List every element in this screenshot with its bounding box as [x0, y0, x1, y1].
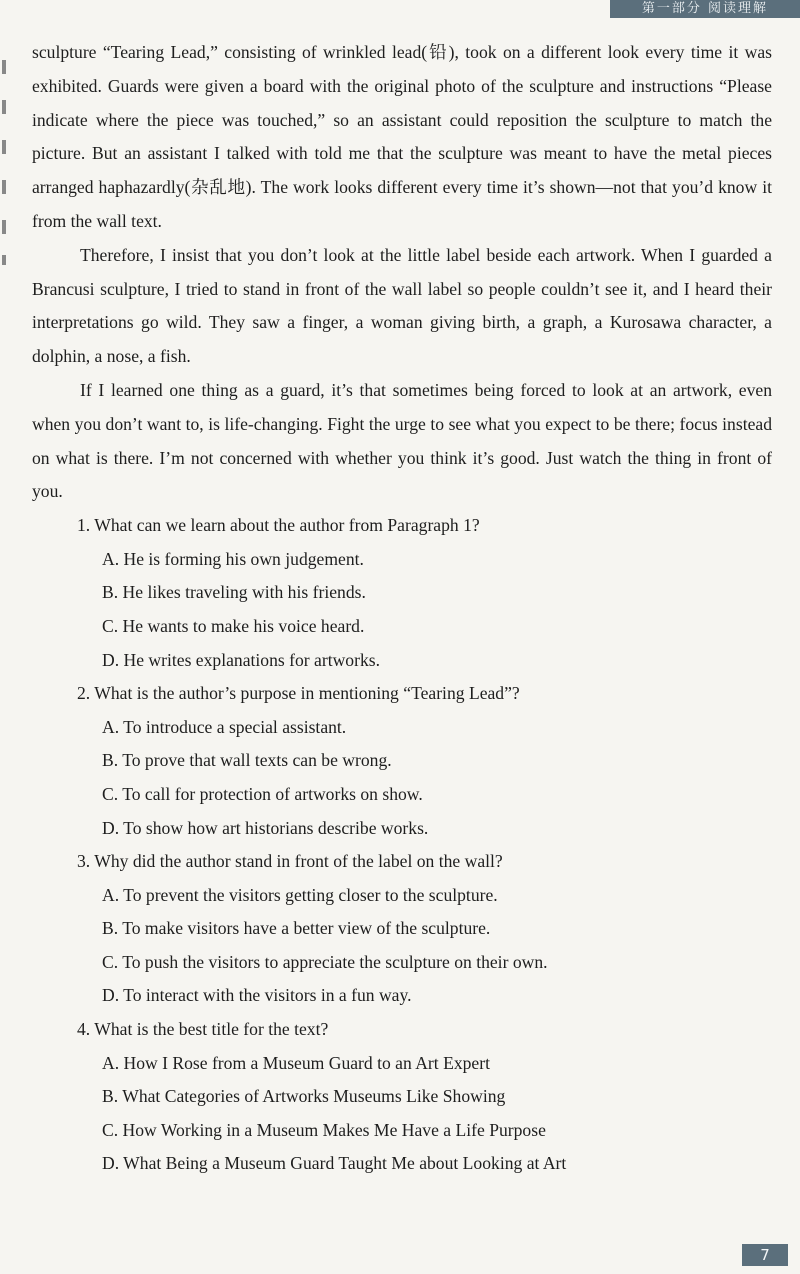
option-d: D. What Being a Museum Guard Taught Me about Looking at Art	[102, 1153, 567, 1174]
option-c: C. To push the visitors to appreciate the sculpture on their own.	[102, 951, 548, 972]
option-c: C. To call for protection of artworks on show.	[102, 783, 423, 804]
passage-paragraph-2: Therefore, I insist that you don’t look at the little label beside each artwork. When I guarded a Brancusi sculpture, I tried to stand in front of the wall label so people couldn’t see it, and I heard their interpretations go wild. They saw a finger, a woman giving birth, a graph, a Kurosawa character, a dolphin, a nose, a fish.	[32, 244, 772, 367]
option-b: B. To make visitors have a better view of the sculpture.	[102, 918, 491, 939]
option-b: B. To prove that wall texts can be wrong.	[102, 750, 392, 771]
question-3	[32, 845, 772, 1013]
option-b: B. What Categories of Artworks Museums Like Showing	[102, 1086, 506, 1107]
question-2	[32, 677, 772, 845]
question-stem: 2. What is the author’s purpose in mentioning “Tearing Lead”?	[77, 683, 520, 704]
page-number-badge	[742, 1244, 788, 1266]
question-1	[32, 509, 772, 677]
option-b: B. He likes traveling with his friends.	[102, 582, 366, 603]
option-d: D. To interact with the visitors in a fun way.	[102, 985, 412, 1006]
option-a: A. To introduce a special assistant.	[102, 716, 347, 737]
option-c: C. How Working in a Museum Makes Me Have a Life Purpose	[102, 1119, 546, 1140]
option-c: C. He wants to make his voice heard.	[102, 615, 365, 636]
passage-paragraph-1: sculpture “Tearing Lead,” consisting of wrinkled lead(铅), took on a different look every time it was exhibited. Guards were given a board with the original photo of the sculpture and instructions “Please indicate where the piece was touched,” so an assistant could reposition the sculpture to match the picture. But an assistant I talked with told me that the sculpture was meant to have the metal pieces arranged haphazardly(杂乱地). The work looks different every time it’s shown—not that you’d know it from the wall text.	[32, 42, 772, 231]
option-a: A. How I Rose from a Museum Guard to an Art Expert	[102, 1052, 490, 1073]
page-number: 7	[760, 1246, 770, 1264]
page-content	[32, 36, 772, 1181]
option-d: D. To show how art historians describe works.	[102, 817, 429, 838]
question-4	[32, 1013, 772, 1181]
option-d: D. He writes explanations for artworks.	[102, 649, 381, 670]
question-stem: 1. What can we learn about the author from Paragraph 1?	[77, 515, 480, 536]
section-header-tab	[610, 0, 800, 18]
section-label: 第一部分 阅读理解	[641, 1, 769, 16]
option-a: A. To prevent the visitors getting closer to the sculpture.	[102, 884, 498, 905]
question-stem: 4. What is the best title for the text?	[77, 1019, 329, 1040]
option-a: A. He is forming his own judgement.	[102, 548, 364, 569]
passage-paragraph-3: If I learned one thing as a guard, it’s that sometimes being forced to look at an artwork, even when you don’t want to, is life-changing. Fight the urge to see what you expect to be there; focus instead on what is there. I’m not concerned with whether you think it’s good. Just watch the thing in front of you.	[32, 379, 772, 502]
question-stem: 3. Why did the author stand in front of the label on the wall?	[77, 851, 503, 872]
